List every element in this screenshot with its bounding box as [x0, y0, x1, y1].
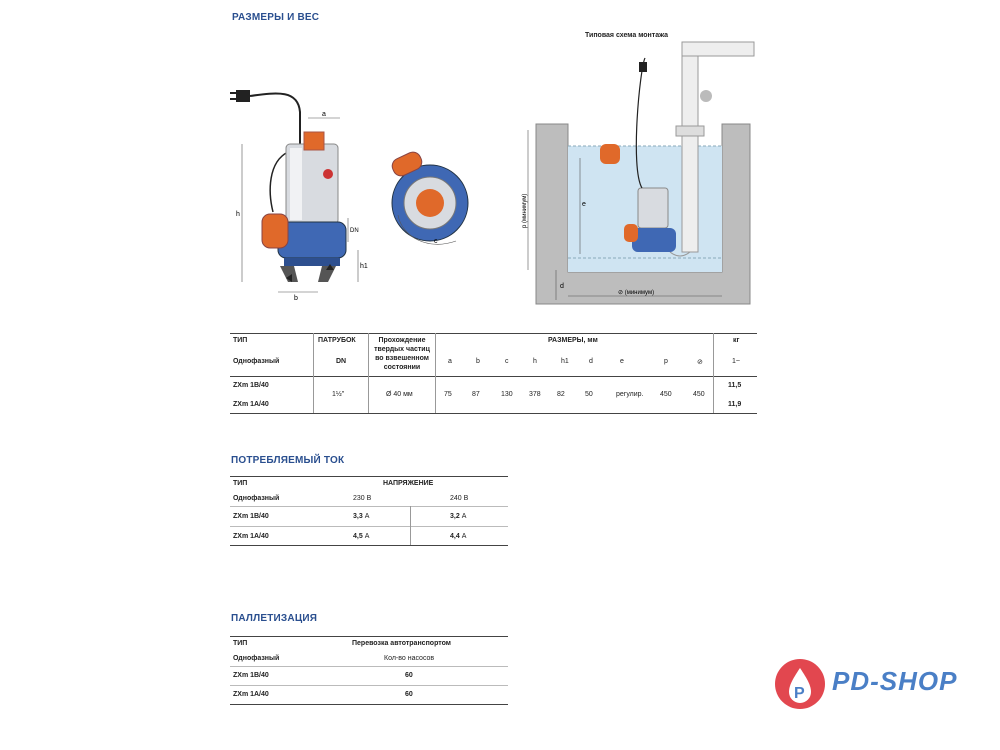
- dims-type-header: ТИП: [233, 337, 248, 344]
- pallet-type-header: ТИП: [233, 640, 248, 647]
- current-voltage-header: НАПРЯЖЕНИЕ: [383, 480, 434, 487]
- label-d: d: [560, 283, 564, 290]
- pallet-row-1-model: ZXm 1B/40: [233, 672, 269, 679]
- dims-col-value-6: регулир.: [616, 391, 644, 398]
- dims-col-header-3: h: [533, 358, 537, 365]
- logo-letter: P: [794, 685, 805, 702]
- dims-col-header-2: c: [505, 358, 509, 365]
- dims-col-value-3: 378: [529, 391, 541, 398]
- dims-col-value-8: 450: [693, 391, 705, 398]
- current-row-2-model: ZXm 1A/40: [233, 533, 269, 540]
- dims-col-value-0: 75: [444, 391, 452, 398]
- label-min-diameter: ⊘ (минимум): [618, 290, 655, 296]
- current-row-1-c2: 3,2 А: [450, 513, 467, 520]
- label-b: b: [294, 295, 298, 302]
- dims-weight-2: 11,9: [728, 401, 742, 408]
- current-row-2-c1: 4,5 А: [353, 533, 370, 540]
- label-p-min: p (минимум): [522, 193, 528, 228]
- dims-kg-sub: 1~: [732, 358, 740, 365]
- label-c: c: [434, 238, 438, 245]
- dims-weight-1: 11,5: [728, 382, 742, 389]
- dims-phase-header: Однофазный: [233, 358, 280, 365]
- pallet-section-title: ПАЛЛЕТИЗАЦИЯ: [231, 613, 318, 624]
- dims-col-header-4: h1: [561, 358, 569, 365]
- dims-nozzle-sub: DN: [336, 358, 347, 365]
- current-phase: Однофазный: [233, 495, 280, 502]
- current-section-title: ПОТРЕБЛЯЕМЫЙ ТОК: [231, 455, 345, 466]
- dims-col-header-6: e: [620, 358, 624, 365]
- dims-model-1: ZXm 1B/40: [233, 382, 269, 389]
- installation-diagram: [520, 38, 760, 308]
- current-type-header: ТИП: [233, 480, 248, 487]
- pallet-transport-header: Перевозка автотранспортом: [352, 640, 451, 647]
- dims-col-header-5: d: [589, 358, 593, 365]
- current-row-1-c1: 3,3 А: [353, 513, 370, 520]
- pump-side-drawing: [228, 82, 368, 302]
- dims-sizes-header: РАЗМЕРЫ, мм: [548, 337, 598, 344]
- dims-nozzle-value: 1½": [332, 391, 345, 398]
- current-row-1-model: ZXm 1B/40: [233, 513, 269, 520]
- dims-col-header-0: a: [448, 358, 452, 365]
- dims-col-value-1: 87: [472, 391, 480, 398]
- pallet-qty-header: Кол-во насосов: [384, 655, 435, 662]
- dims-model-2: ZXm 1A/40: [233, 401, 269, 408]
- dims-kg-header: кг: [733, 337, 740, 344]
- dims-section-title: РАЗМЕРЫ И ВЕС: [232, 12, 320, 23]
- dims-col-header-8: ⊘: [697, 359, 703, 366]
- pallet-row-2-qty: 60: [405, 691, 413, 698]
- pd-shop-logo-icon: [772, 656, 828, 712]
- pallet-row-2-model: ZXm 1A/40: [233, 691, 269, 698]
- dims-col-value-7: 450: [660, 391, 672, 398]
- install-caption: Типовая схема монтажа: [585, 32, 669, 39]
- dims-col-value-5: 50: [585, 391, 593, 398]
- label-dn: DN: [350, 228, 359, 234]
- current-v1: 230 В: [353, 495, 372, 502]
- pump-top-drawing: [378, 145, 473, 265]
- dims-solids-value: Ø 40 мм: [386, 391, 413, 398]
- label-e: e: [582, 201, 586, 208]
- dims-col-header-7: p: [664, 358, 668, 365]
- pallet-row-1-qty: 60: [405, 672, 413, 679]
- logo-text: PD-SHOP: [832, 666, 958, 696]
- current-row-2-c2: 4,4 А: [450, 533, 467, 540]
- dims-nozzle-header: ПАТРУБОК: [318, 337, 356, 344]
- label-h1: h1: [360, 263, 368, 270]
- dims-solids-header: Прохождение твердых частиц во взвешенном состоянии: [374, 337, 430, 371]
- label-a: a: [322, 111, 326, 118]
- dims-col-value-4: 82: [557, 391, 565, 398]
- dims-col-value-2: 130: [501, 391, 513, 398]
- current-v2: 240 В: [450, 495, 469, 502]
- label-h: h: [236, 211, 240, 218]
- dims-col-header-1: b: [476, 358, 480, 365]
- pallet-phase: Однофазный: [233, 655, 280, 662]
